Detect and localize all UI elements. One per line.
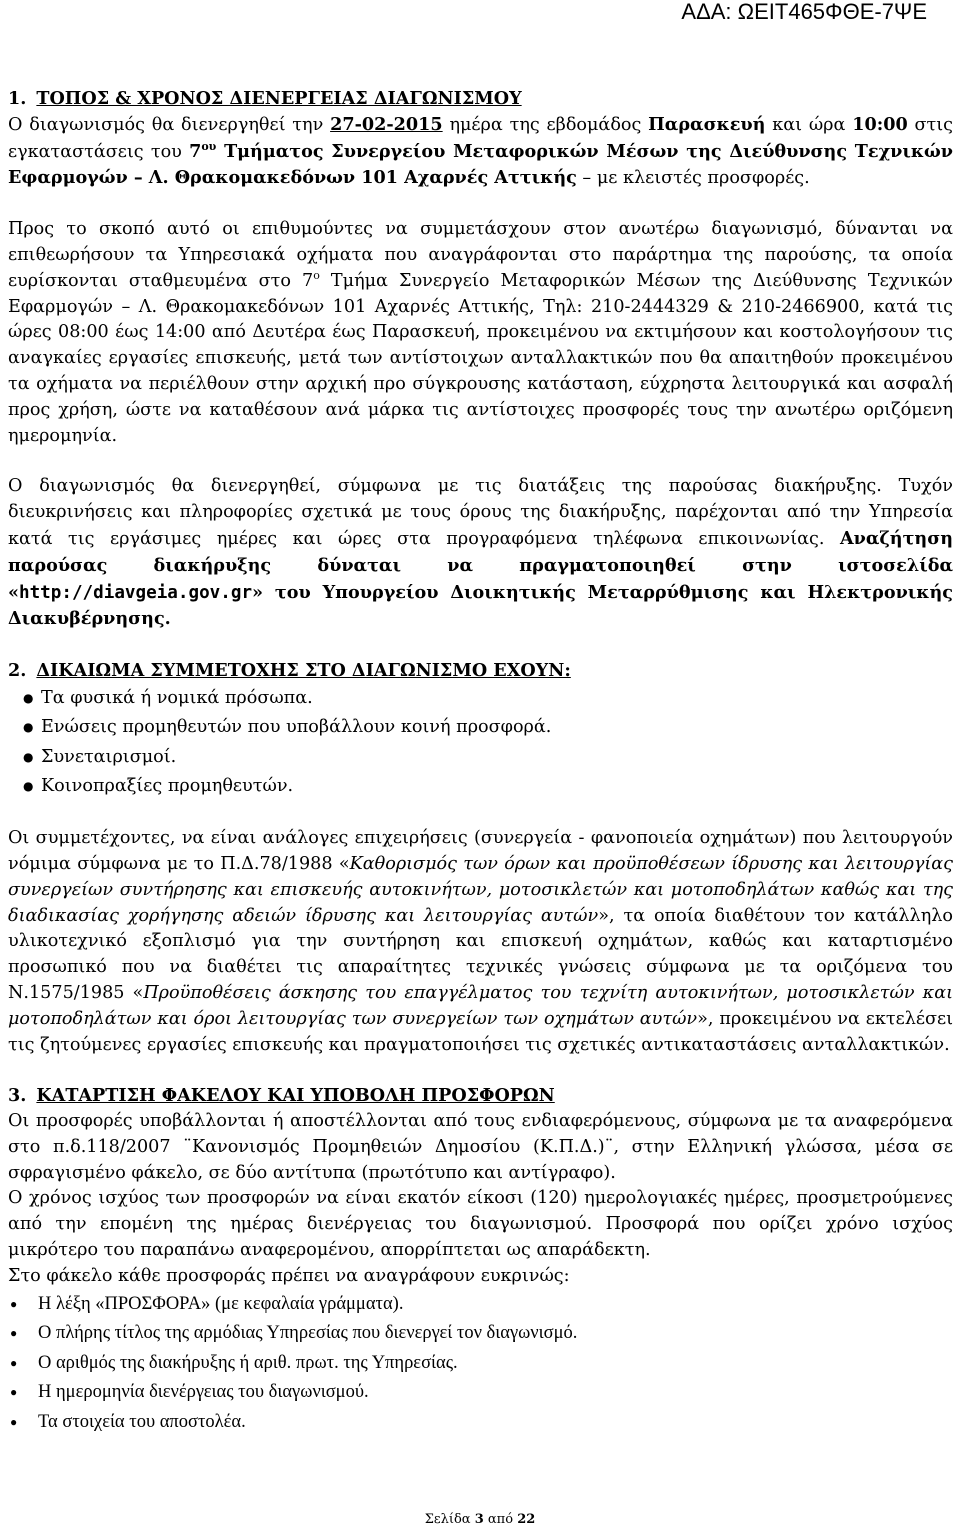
text: Ο διαγωνισμός θα διενεργηθεί, σύμφωνα με τις διατάξεις της παρούσας διακήρυξης. Τυχόν διευκρινήσεις και πληροφορίες σχετικά με τους όρους της διακήρυξης, παρέχονται από την Υπηρεσία κατά τις εργάσιμες ημέρες και ώρες στα προγραφόμενα τηλέφωνα επικοινωνίας. <box>8 476 953 549</box>
text: » του Υπουργείου Διοικητικής Μεταρρύθμισης και Ηλεκτρονικής Διακυβέρνησης. <box>8 581 953 630</box>
list-item: ● Κοινοπραξίες προμηθευτών. <box>8 772 953 801</box>
list-item: ● Η λέξη «ΠΡΟΣΦΟΡΑ» (με κεφαλαία γράμματα). <box>8 1290 953 1320</box>
section2-number: 2. <box>8 660 27 682</box>
text: Αναζήτηση παρούσας διακήρυξης δύναται να πραγματοποιηθεί στην ιστοσελίδα « <box>8 527 953 603</box>
ada-code: ΑΔΑ: ΩΕΙΤ465ΦΘΕ-7ΨΕ <box>681 0 927 24</box>
list-item: ● Τα φυσικά ή νομικά πρόσωπα. <box>8 684 953 713</box>
page-footer <box>0 1511 960 1529</box>
section2-paragraph-1 <box>8 826 953 1058</box>
page-current: 3 <box>474 1512 484 1527</box>
text: », τα οποία διαθέτουν τον κατάλληλο υλικοτεχνικό εξοπλισμό για την συντήρηση και επισκευή οχημάτων, καθώς και καταρτισμένο προσωπικό που να διαθέτει τις απαραίτητες τεχνικές γνώσεις σύμφωνα με τα οριζόμενα του Ν.1575/1985 « <box>8 905 953 1003</box>
ordinal-suffix: ο <box>313 268 320 282</box>
text: και ώρα <box>765 114 853 135</box>
section3-paragraph-3: Στο φάκελο κάθε προσφοράς πρέπει να αναγράφουν ευκρινώς: <box>8 1265 570 1286</box>
text: – με κλειστές προσφορές. <box>576 168 810 189</box>
envelope-requirements-list <box>8 1290 953 1438</box>
section3-heading <box>8 1083 953 1109</box>
unit-number: 7 <box>189 140 202 162</box>
tender-date: 27-02-2015 <box>330 113 443 135</box>
text: Ο διαγωνισμός θα διενεργηθεί την <box>8 114 331 135</box>
list-item: ● Η ημερομηνία διενέργειας του διαγωνισμού. <box>8 1378 953 1408</box>
section1-paragraph-2 <box>8 217 953 449</box>
diavgeia-link[interactable]: http://diavgeia.gov.gr <box>19 582 253 603</box>
tender-place: Τμήματος Συνεργείου Μεταφορικών Μέσων της Διεύθυνσης Τεχνικών Εφαρμογών – Λ. Θρακομακεδόνων 101 Αχαρνές Αττικής <box>8 140 954 189</box>
section3-number: 3. <box>8 1085 27 1107</box>
section3-paragraph-2: Ο χρόνος ισχύος των προσφορών να είναι εκατόν είκοσι (120) ημερολογιακές ημέρες, προσμετρούμενες από την επομένη της ημέρας διενέργειας του διαγωνισμού. Προσφορά που ορίζει χρόνο ισχύος μικρότερο του παραπάνω αναφερομένου, απορρίπτεται ως απαράδεκτη. <box>8 1188 953 1261</box>
list-item: ● Τα στοιχεία του αποστολέα. <box>8 1408 953 1438</box>
list-item: ● Ο αριθμός της διακήρυξης ή αριθ. πρωτ. της Υπηρεσίας. <box>8 1349 953 1379</box>
law-title: Προϋποθέσεις άσκησης του επαγγέλματος του τεχνίτη αυτοκινήτων, μοτοσικλετών και μοτοποδηλάτων και όροι λειτουργίας των συνεργείων των οχημάτων αυτών <box>8 982 953 1029</box>
section2-heading <box>8 658 953 684</box>
section1-title: ΤΟΠΟΣ & ΧΡΟΝΟΣ ΔΙΕΝΕΡΓΕΙΑΣ ΔΙΑΓΩΝΙΣΜΟΥ <box>36 88 522 109</box>
text: ημέρα της εβδομάδος <box>442 114 649 135</box>
text: Τμήμα Συνεργείο Μεταφορικών Μέσων της Διεύθυνσης Τεχνικών Εφαρμογών – Λ. Θρακομακεδόνων 101 Αχαρνές Αττικής, Τηλ: 210-2444329 & 210-2466900, κατά τις ώρες 08:00 έως 14:00 από Δευτέρα έως Παρασκευή, προκειμένου να εκτιμήσουν και κοστολογήσουν τις αναγκαίες εργασίες επισκευής, μετά των αντίστοιχων ανταλλακτικών που θα απαιτηθούν προκειμένου τα οχήματα να περιέλθουν στην αρχική προ σύγκρουσης κατάσταση, εύχρηστα λειτουργικά και ασφαλή προς χρήση, ώστε να καταθέσουν ανά μάρκα τις αντίστοιχες προσφορές τους την ανωτέρω οριζόμενη ημερομηνία. <box>8 270 953 446</box>
page-label: Σελίδα <box>424 1512 471 1527</box>
tender-day: Παρασκευή <box>648 113 766 135</box>
list-item: ● Ο πλήρης τίτλος της αρμόδιας Υπηρεσίας που διενεργεί τον διαγωνισμό. <box>8 1319 953 1349</box>
page-total: 22 <box>517 1512 536 1527</box>
tender-time: 10:00 <box>852 113 908 135</box>
section2-title: ΔΙΚΑΙΩΜΑ ΣΥΜΜΕΤΟΧΗΣ ΣΤΟ ΔΙΑΓΩΝΙΣΜΟ ΕΧΟΥΝ: <box>36 660 571 682</box>
law-title: Καθορισμός των όρων και προϋποθέσεων ίδρυσης και λειτουργίας συνεργείων συντήρησης και επισκευής αυτοκινήτων, μοτοσικλετών και μοτοποδηλάτων καθώς και της διαδικασίας χορήγησης αδειών ίδρυσης και λειτουργίας αυτών <box>8 853 953 926</box>
text: στις εγκαταστάσεις του <box>8 114 953 162</box>
section3-paragraph-1: Οι προσφορές υποβάλλονται ή αποστέλλονται από τους ενδιαφερόμενους, σύμφωνα με τα αναφερόμενα στο π.δ.118/2007 ¨Κανονισμός Προμηθειών Δημοσίου (Κ.Π.Δ.)¨, στην Ελληνική γλώσσα, μέσα σε σφραγισμένο φάκελο, σε δύο αντίτυπα (πρωτότυπο και αντίγραφο). <box>8 1111 953 1183</box>
section1-paragraph-1 <box>8 112 953 192</box>
section1-number: 1. <box>8 88 27 109</box>
document-body <box>8 86 953 1437</box>
list-item: ● Συνεταιρισμοί. <box>8 743 953 772</box>
page-of: από <box>487 1512 514 1527</box>
section1-heading <box>8 86 953 112</box>
text: Προς το σκοπό αυτό οι επιθυμούντες να συμμετάσχουν στον ανωτέρω διαγωνισμό, δύνανται να επιθεωρήσουν τα Υπηρεσιακά οχήματα που αναγράφονται στο παράρτημα της παρούσης, τα οποία ευρίσκονται σταθμευμένα στο 7 <box>8 219 953 291</box>
text: Οι συμμετέχοντες, να είναι ανάλογες επιχειρήσεις (συνεργεία - φανοποιεία οχημάτων) που λειτουργούν νόμιμα σύμφωνα με το Π.Δ.78/1988 « <box>8 828 953 874</box>
text: », προκειμένου να εκτελέσει τις ζητούμενες εργασίες επισκευής και πραγματοποιήσει τις σχετικές αντικαταστάσεις ανταλλακτικών. <box>8 1008 953 1055</box>
list-item: ● Ενώσεις προμηθευτών που υποβάλλουν κοινή προσφορά. <box>8 713 953 742</box>
section3-title: ΚΑΤΑΡΤΙΣΗ ΦΑΚΕΛΟΥ ΚΑΙ ΥΠΟΒΟΛΗ ΠΡΟΣΦΟΡΩΝ <box>36 1085 555 1107</box>
section1-paragraph-3 <box>8 474 953 633</box>
unit-number-suffix: ου <box>201 139 217 153</box>
eligibility-list <box>8 684 953 801</box>
